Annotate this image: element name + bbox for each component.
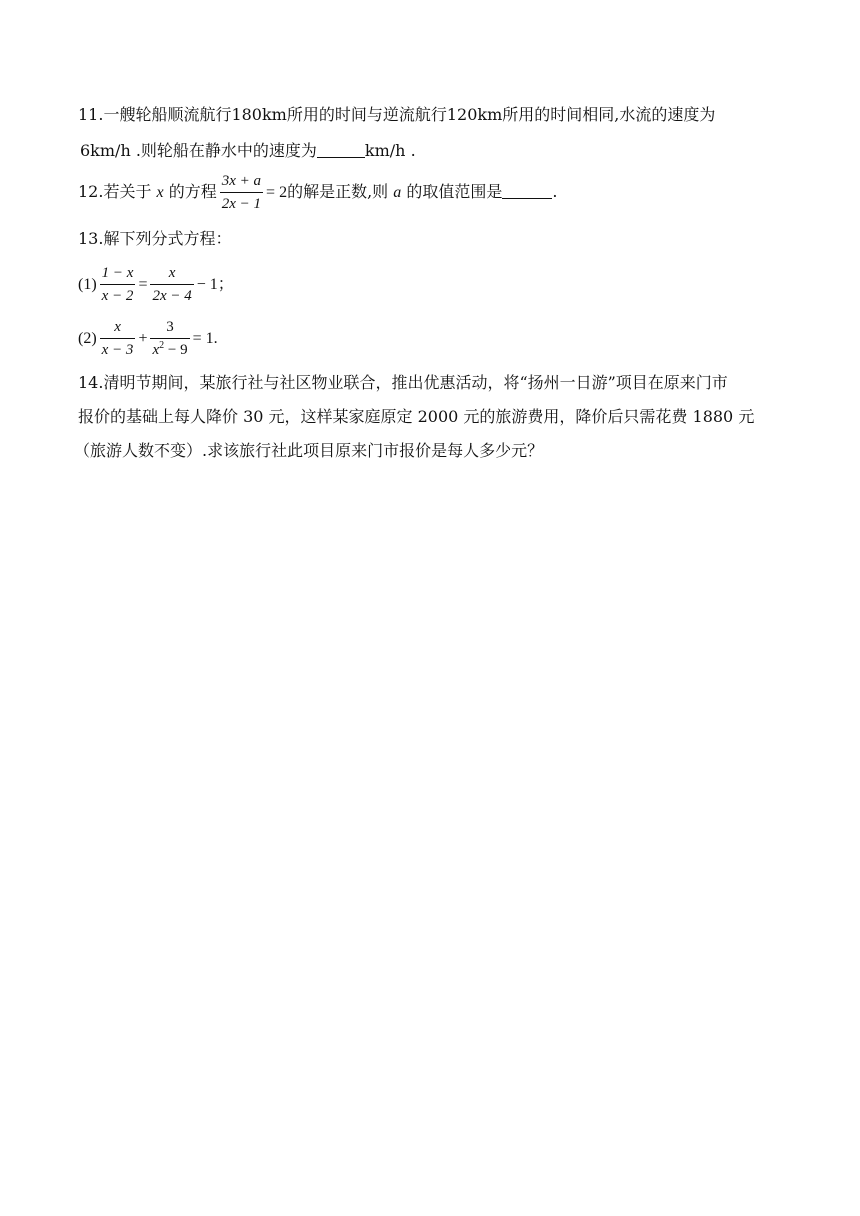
q13-eq1-frac2-denominator: 2x − 4	[152, 288, 192, 304]
q12-equals: = 2	[266, 184, 288, 201]
q11-text-before: 6km/h .则轮船在静水中的速度为	[80, 141, 317, 160]
q13-eq2-label: (2)	[78, 330, 97, 347]
q13-eq1-frac2-numerator: x	[168, 265, 176, 281]
q12-line	[78, 170, 557, 215]
q13-eq2-frac1-denominator: x − 3	[101, 342, 134, 358]
q14-line3: （旅游人数不变）.求该旅行社此项目原来门市报价是每人多少元？	[74, 441, 544, 460]
q13-eq2-fraction2	[150, 318, 189, 359]
q12-after: 的解是正数,则	[287, 182, 389, 201]
q12-fraction	[220, 172, 263, 213]
q13-eq1-frac1-denominator: x − 2	[101, 288, 134, 304]
q13-eq2-plus: +	[138, 330, 148, 347]
q13-eq2-den-exp: 2	[159, 340, 165, 351]
q13-eq1	[78, 262, 234, 307]
q13-eq2-den-base: x	[152, 342, 160, 358]
q13-eq1-fraction1	[100, 264, 136, 305]
q12-mid: 的方程	[168, 182, 217, 201]
q13-eq1-equals: =	[138, 276, 148, 293]
q13-eq1-rest: − 1；	[196, 276, 234, 293]
q14-line2: 报价的基础上每人降价 30 元，这样某家庭原定 2000 元的旅游费用，降价后只需花费 1880 元	[78, 407, 755, 426]
q13-eq1-frac1-numerator: 1 − x	[101, 265, 134, 281]
q13-eq2-den-rest: − 9	[164, 342, 188, 358]
q13-eq2-frac2-denominator	[150, 339, 189, 359]
q12-frac-denominator: 2x − 1	[221, 196, 262, 212]
q12-frac-numerator: 3x + a	[221, 173, 262, 189]
q13-title: 13.解下列分式方程：	[78, 229, 232, 248]
q12-answer-blank	[502, 182, 552, 199]
q13-eq2-frac1-numerator: x	[114, 319, 121, 335]
q11-line2	[80, 140, 416, 162]
q13-eq2-frac2-numerator: 3	[166, 319, 174, 335]
q12-end: .	[552, 182, 558, 201]
q12-prefix: 12.若关于	[78, 182, 152, 201]
q13-eq2	[78, 316, 218, 361]
q12-var-x: x	[156, 184, 164, 201]
q13-eq1-label: (1)	[78, 276, 97, 293]
q11-line1: 11.一艘轮船顺流航行180km所用的时间与逆流航行120km所用的时间相同,水流的速度为	[78, 105, 716, 124]
q14-line1: 14.清明节期间，某旅行社与社区物业联合，推出优惠活动，将“扬州一日游”项目在原来门市	[78, 373, 728, 392]
q12-var-a: a	[393, 184, 402, 201]
q11-answer-blank	[317, 141, 365, 158]
q13-eq2-rest: = 1.	[192, 330, 218, 347]
q12-tail: 的取值范围是	[406, 182, 503, 201]
q13-eq2-fraction1	[100, 318, 136, 359]
q11-text-after: km/h .	[364, 141, 416, 160]
q13-eq1-fraction2	[150, 264, 193, 305]
